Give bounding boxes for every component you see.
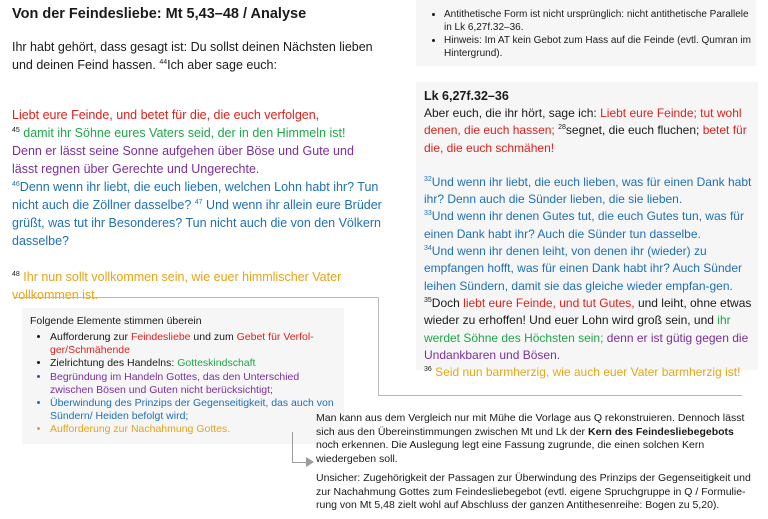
mt-v45-sonship: damit ihr Söhne eures Vaters seid, der in den Himmeln ist! xyxy=(23,126,346,140)
comment-block xyxy=(316,412,756,519)
list-item: • Überwindung des Prinzips der Gegenseitigkeit, das auch von Sündern/ Heiden befolgt wird; xyxy=(50,397,336,423)
notes-box xyxy=(416,0,756,66)
item-highlight: Gebet für Verfol-ger/Schmähende xyxy=(50,331,314,357)
verse-number: 45 xyxy=(12,126,20,134)
verse-number: 34 xyxy=(424,245,432,253)
lk-verses-27-28 xyxy=(424,105,754,157)
verse-number: 35 xyxy=(424,296,432,304)
mt-intro-continuation: Ich aber sage euch: xyxy=(167,58,277,72)
mt-v45-reason: Denn er lässt seine Sonne aufgehen über Böse und Gute und lässt regnen über Gerechte und Ungerechte. xyxy=(12,144,354,176)
list-item: • Begründung im Handeln Gottes, das den Unterschied zwischen Bösen und Guten nicht berücksichtigt; xyxy=(50,371,336,397)
connector-line xyxy=(292,432,293,462)
divider-line xyxy=(14,297,378,298)
lk-title: Lk 6,27f.32–36 xyxy=(424,89,509,103)
verse-number: 48 xyxy=(12,270,20,278)
verse-number: 47 xyxy=(194,198,203,206)
comment-paragraph: Unsicher: Zugehörigkeit der Passagen zur Überwindung des Prinzips der Gegenseitigkeit und zur Nachahmung Gottes zum Feindesliebegebot (evtl. eigene Spruchgruppe in Q / Formulie-rung von Mt 5,48 zielt wohl auf Abschluss der ganzen Antithesenreihe: Bogen zu 5,20). xyxy=(316,472,751,511)
divider-line xyxy=(378,297,379,395)
lk-v32: Und wenn ihr liebt, die euch lieben, was für einen Dank habt ihr? Denn auch die Sünder lieben, die sie lieben. xyxy=(424,174,752,207)
lk-v36-imitation: Seid nun barmherzig, wie auch euer Vater barmherzig ist! xyxy=(435,365,741,380)
item-text: Aufforderung zur xyxy=(50,331,129,343)
mt-v44-love-enemies: Liebt eure Feinde, und betet für die, die euch verfolgen, xyxy=(12,108,320,122)
verse-number: 32 xyxy=(424,175,432,183)
list-item xyxy=(50,357,336,370)
lk-v35-sonship: ihr werdet Söhne des Höchsten sein; xyxy=(424,313,731,345)
mt-passage xyxy=(12,106,382,322)
mt-v48-imitation: Ihr nun sollt vollkommen sein, wie euer himmlischer Vater vollkommen ist. xyxy=(12,270,342,302)
lk-v35-reward: und leiht, ohne etwas wieder zu erhoffen! Und euer Lohn wird groß sein, und xyxy=(424,295,752,328)
lk-v35-reason: denn er ist gütig gegen die Undankbaren und Bösen. xyxy=(424,330,749,362)
mt-verse-48 xyxy=(12,268,382,304)
arrow-right-icon xyxy=(306,457,314,467)
common-elements-box xyxy=(22,308,344,444)
verse-number: 33 xyxy=(424,210,432,218)
lk-v35-love: liebt eure Feinde, und tut Gutes, xyxy=(463,295,635,310)
comment-paragraph xyxy=(316,412,756,466)
verse-number: 28 xyxy=(558,124,566,132)
comment-text: noch erkennen. Die Auslegung legt eine Fassung zugrunde, die einen solchen Kern wiedergeben soll. xyxy=(316,439,705,465)
comment-bold: Kern des Feindesliebegebots xyxy=(587,425,734,438)
lk-v33: Und wenn ihr denen Gutes tut, die euch Gutes tun, was für einen Dank habt ihr? Auch die Sünder tun dasselbe. xyxy=(424,209,744,241)
verse-number: 36 xyxy=(424,366,432,374)
lk-passage xyxy=(424,105,754,398)
common-elements-list xyxy=(22,331,336,437)
lk-love-enemies: Liebt eure Feinde; tut wohl denen, die euch hassen; xyxy=(424,106,742,138)
lk-bless: segnet, die euch fluchen; xyxy=(565,123,700,138)
page-title: Von der Feindesliebe: Mt 5,43–48 / Analyse xyxy=(12,6,307,22)
list-item xyxy=(50,331,336,357)
note-item: • Hinweis: Im AT kein Gebot zum Hass auf die Feinde (evtl. Qumran im Hintergrund). xyxy=(444,34,756,60)
item-highlight: Feindesliebe xyxy=(130,331,191,343)
lk-verses-32-36 xyxy=(424,174,754,382)
lk-pray: betet für die, die euch schmähen! xyxy=(424,123,747,155)
divider-line xyxy=(378,395,742,396)
notes-list xyxy=(416,8,756,60)
common-elements-heading: Folgende Elemente stimmen überein xyxy=(30,315,202,327)
verse-number: 46 xyxy=(12,180,20,188)
verse-number: 44 xyxy=(159,58,168,66)
item-highlight: Gotteskindschaft xyxy=(177,357,256,370)
mt-verses-44-45 xyxy=(12,106,382,250)
lk-v34: Und wenn ihr denen leiht, von denen ihr (wieder) zu empfangen hofft, was für einen Dank habt ihr? Auch Sünder leihen Sündern, damit sie das gleiche wieder empfan-gen. xyxy=(424,244,742,293)
item-text: Zielrichtung des Handelns: xyxy=(50,357,175,370)
list-item: • Aufforderung zur Nachahmung Gottes. xyxy=(50,423,336,436)
mt-v47-reciprocity: Und wenn ihr allein eure Brüder grüßt, was tut ihr Besonderes? Tun nicht auch die von den Völkern dasselbe? xyxy=(12,198,382,248)
item-text: und zum xyxy=(193,331,234,343)
mt-intro xyxy=(12,38,382,74)
mt-v46-reciprocity: Denn wenn ihr liebt, die euch lieben, welchen Lohn habt ihr? Tun nicht auch die Zöllner dasselbe? xyxy=(12,180,379,212)
note-item: • Antithetische Form ist nicht ursprünglich: nicht antithetische Parallele in Lk 6,27f.32–36. xyxy=(444,8,756,34)
lk-passage-box xyxy=(416,82,758,380)
comment-text: Man kann aus dem Vergleich nur mit Mühe die Vorlage aus Q rekonstruieren. Dennoch lässt sich aus den Übereinstimmungen zwischen Mt und Lk der xyxy=(316,412,745,438)
lk-intro: Aber euch, die ihr hört, sage ich: xyxy=(424,106,597,120)
lk-v35-doch: Doch xyxy=(431,295,460,310)
mt-intro-text: Ihr habt gehört, dass gesagt ist: Du sollst deinen Nächsten lieben und deinen Feind hassen. xyxy=(12,40,373,72)
